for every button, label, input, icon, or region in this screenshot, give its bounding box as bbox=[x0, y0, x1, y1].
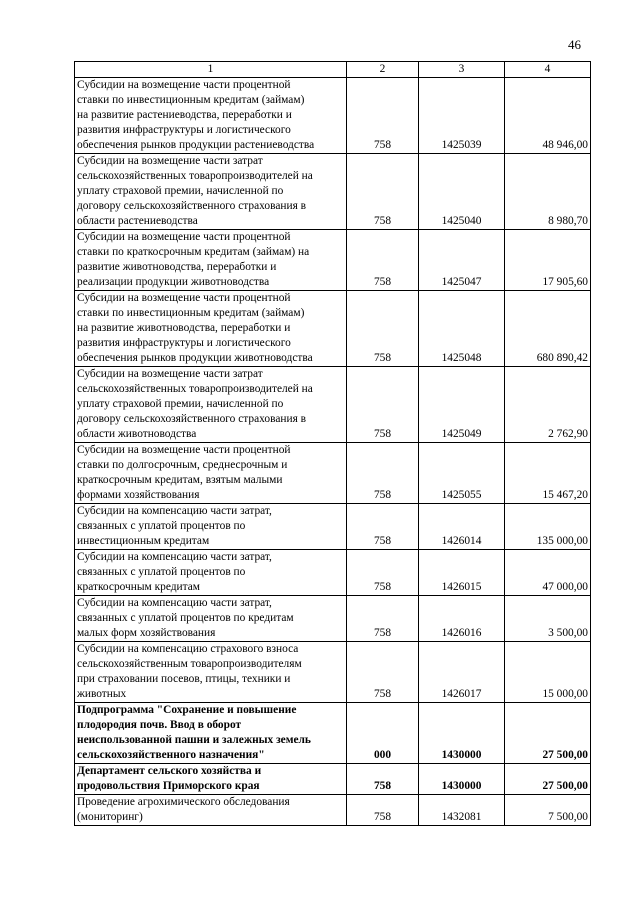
row-description: Субсидии на возмещение части процентной ставки по инвестиционным кредитам (займам) на развитие растениеводства, переработки и развития инфраструктуры и логистического обеспечения рынков продукции растениеводства bbox=[75, 78, 347, 154]
page-number: 46 bbox=[568, 37, 581, 52]
row-code-3: 1430000 bbox=[419, 764, 505, 795]
table-row bbox=[75, 596, 591, 642]
row-amount: 48 946,00 bbox=[505, 78, 591, 154]
row-code-3: 1426016 bbox=[419, 596, 505, 642]
row-code-2: 000 bbox=[347, 703, 419, 764]
row-code-2: 758 bbox=[347, 154, 419, 230]
table-header-row bbox=[75, 62, 591, 78]
table-row bbox=[75, 504, 591, 550]
row-code-2: 758 bbox=[347, 291, 419, 367]
row-description: Субсидии на возмещение части затрат сельскохозяйственных товаропроизводителей на уплату страховой премии, начисленной по договору сельскохозяйственного страхования в области растениеводства bbox=[75, 154, 347, 230]
row-amount: 7 500,00 bbox=[505, 795, 591, 826]
row-code-3: 1426014 bbox=[419, 504, 505, 550]
row-description: Субсидии на компенсацию страхового взноса сельскохозяйственным товаропроизводителям при страховании посевов, птицы, техники и животных bbox=[75, 642, 347, 703]
column-header-2: 2 bbox=[347, 62, 419, 78]
row-amount: 135 000,00 bbox=[505, 504, 591, 550]
row-code-3: 1425049 bbox=[419, 367, 505, 443]
column-header-3: 3 bbox=[419, 62, 505, 78]
table-row bbox=[75, 795, 591, 826]
table-row bbox=[75, 764, 591, 795]
row-code-2: 758 bbox=[347, 230, 419, 291]
row-amount: 27 500,00 bbox=[505, 703, 591, 764]
table-body bbox=[75, 78, 591, 826]
row-code-3: 1425040 bbox=[419, 154, 505, 230]
row-code-2: 758 bbox=[347, 504, 419, 550]
row-description: Проведение агрохимического обследования (мониторинг) bbox=[75, 795, 347, 826]
row-code-3: 1425039 bbox=[419, 78, 505, 154]
table-row bbox=[75, 443, 591, 504]
row-amount: 15 000,00 bbox=[505, 642, 591, 703]
row-amount: 2 762,90 bbox=[505, 367, 591, 443]
row-amount: 680 890,42 bbox=[505, 291, 591, 367]
table-row bbox=[75, 78, 591, 154]
row-amount: 47 000,00 bbox=[505, 550, 591, 596]
table-row bbox=[75, 550, 591, 596]
row-amount: 8 980,70 bbox=[505, 154, 591, 230]
row-code-2: 758 bbox=[347, 550, 419, 596]
table-row bbox=[75, 291, 591, 367]
row-description: Субсидии на возмещение части затрат сельскохозяйственных товаропроизводителей на уплату страховой премии, начисленной по договору сельскохозяйственного страхования в области животноводства bbox=[75, 367, 347, 443]
row-amount: 27 500,00 bbox=[505, 764, 591, 795]
table-row bbox=[75, 642, 591, 703]
row-code-3: 1425055 bbox=[419, 443, 505, 504]
budget-table bbox=[74, 61, 591, 826]
row-code-3: 1425048 bbox=[419, 291, 505, 367]
row-code-2: 758 bbox=[347, 795, 419, 826]
row-code-2: 758 bbox=[347, 443, 419, 504]
row-description: Подпрограмма "Сохранение и повышение плодородия почв. Ввод в оборот неиспользованной пашни и залежных земель сельскохозяйственного назначения" bbox=[75, 703, 347, 764]
table-row bbox=[75, 703, 591, 764]
row-description: Субсидии на компенсацию части затрат, связанных с уплатой процентов по кредитам малых форм хозяйствования bbox=[75, 596, 347, 642]
row-description: Субсидии на возмещение части процентной ставки по долгосрочным, среднесрочным и краткосрочным кредитам, взятым малыми формами хозяйствования bbox=[75, 443, 347, 504]
row-code-3: 1425047 bbox=[419, 230, 505, 291]
row-code-3: 1430000 bbox=[419, 703, 505, 764]
table-row bbox=[75, 367, 591, 443]
row-description: Субсидии на компенсацию части затрат, связанных с уплатой процентов по краткосрочным кредитам bbox=[75, 550, 347, 596]
row-amount: 17 905,60 bbox=[505, 230, 591, 291]
row-amount: 3 500,00 bbox=[505, 596, 591, 642]
row-code-3: 1426015 bbox=[419, 550, 505, 596]
table-row bbox=[75, 230, 591, 291]
row-code-2: 758 bbox=[347, 367, 419, 443]
row-code-2: 758 bbox=[347, 764, 419, 795]
row-code-3: 1432081 bbox=[419, 795, 505, 826]
row-description: Субсидии на компенсацию части затрат, связанных с уплатой процентов по инвестиционным кредитам bbox=[75, 504, 347, 550]
table-row bbox=[75, 154, 591, 230]
row-code-2: 758 bbox=[347, 78, 419, 154]
column-header-1: 1 bbox=[75, 62, 347, 78]
row-code-2: 758 bbox=[347, 642, 419, 703]
row-description: Субсидии на возмещение части процентной ставки по инвестиционным кредитам (займам) на развитие животноводства, переработки и развития инфраструктуры и логистического обеспечения рынков продукции животноводства bbox=[75, 291, 347, 367]
column-header-4: 4 bbox=[505, 62, 591, 78]
row-description: Субсидии на возмещение части процентной ставки по краткосрочным кредитам (займам) на развитие животноводства, переработки и реализации продукции животноводства bbox=[75, 230, 347, 291]
row-amount: 15 467,20 bbox=[505, 443, 591, 504]
row-description: Департамент сельского хозяйства и продовольствия Приморского края bbox=[75, 764, 347, 795]
row-code-2: 758 bbox=[347, 596, 419, 642]
row-code-3: 1426017 bbox=[419, 642, 505, 703]
